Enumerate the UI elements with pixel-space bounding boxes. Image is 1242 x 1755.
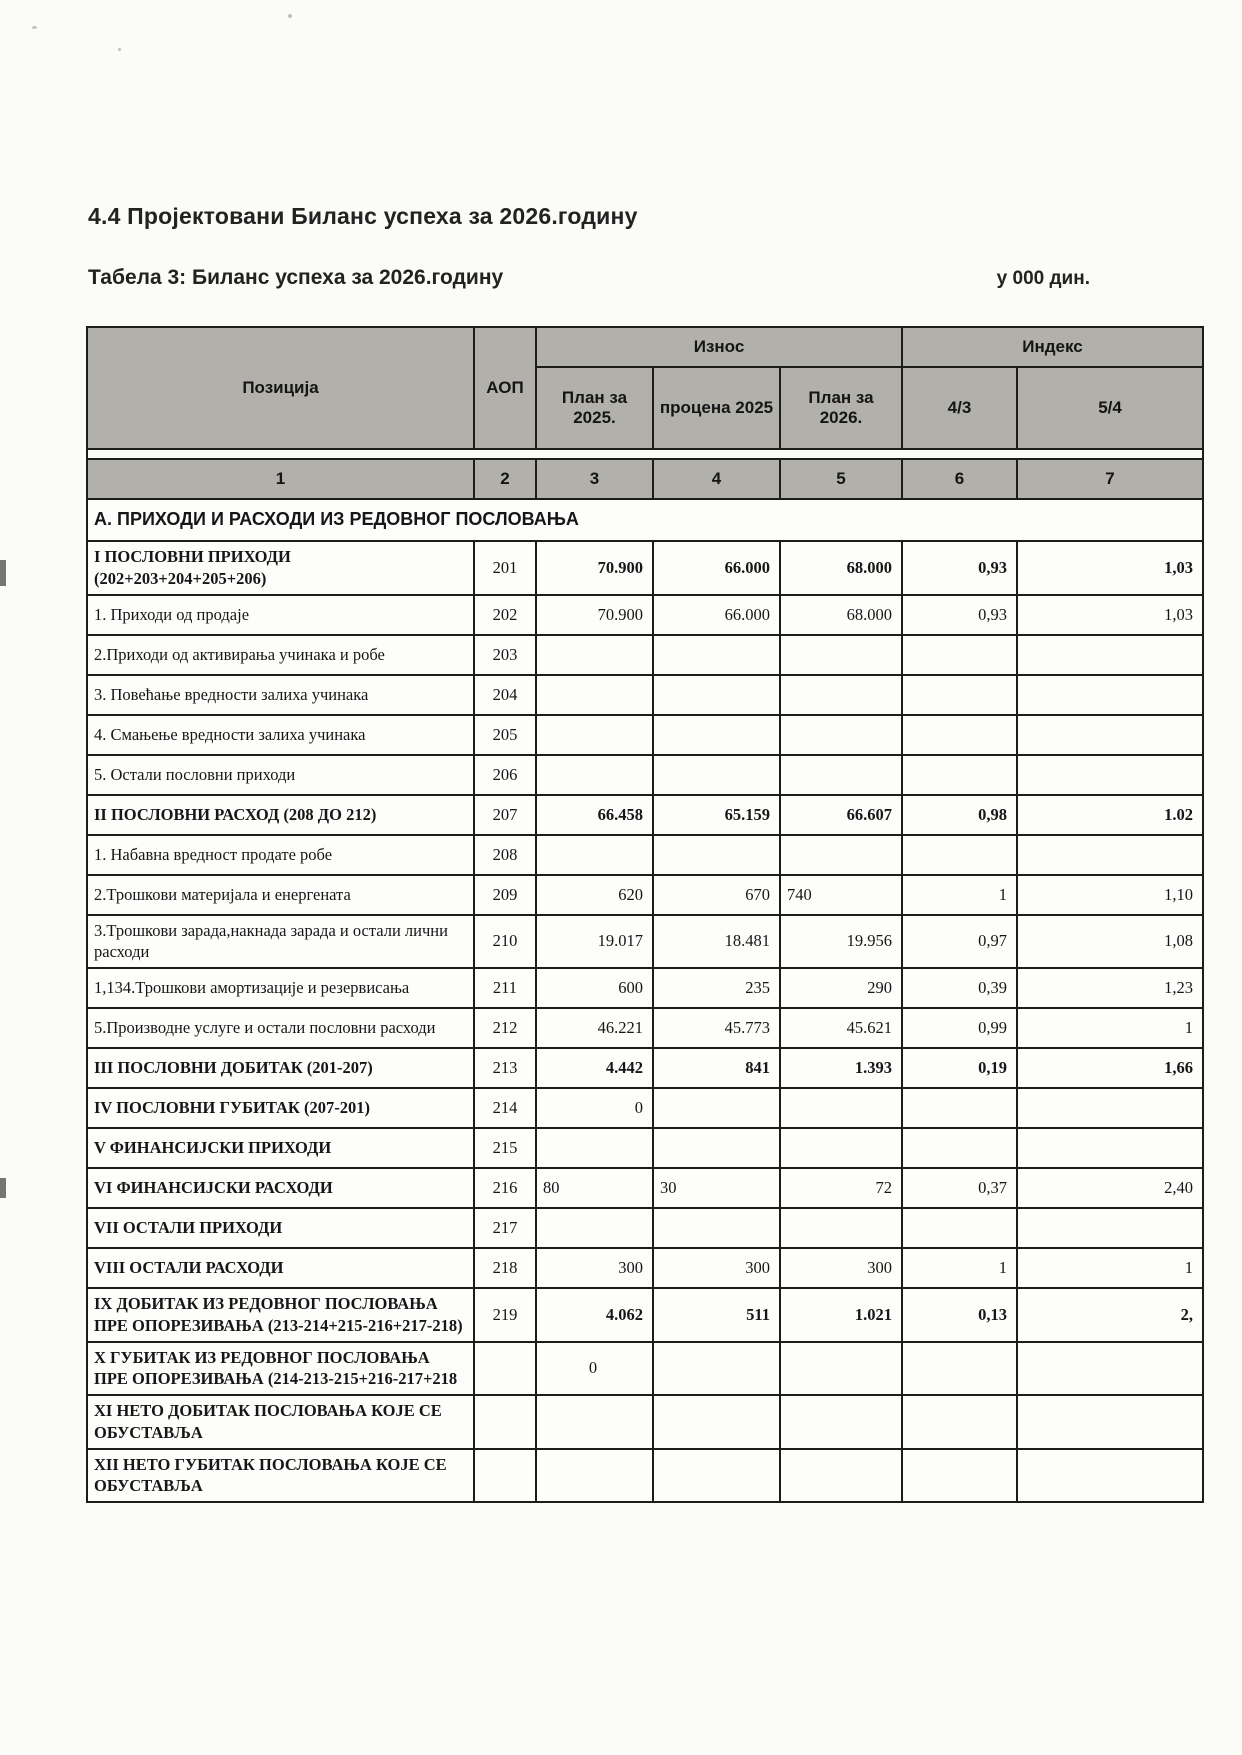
cell-position: 5. Остали пословни приходи — [87, 755, 474, 795]
cell-plan-2026 — [780, 1449, 902, 1503]
table-row — [87, 795, 1203, 835]
cell-index-5-4: 1,03 — [1017, 541, 1203, 595]
cell-aop: 206 — [474, 755, 536, 795]
header-position: Позиција — [87, 327, 474, 449]
section-title: А. ПРИХОДИ И РАСХОДИ ИЗ РЕДОВНОГ ПОСЛОВАЊА — [87, 499, 1203, 541]
cell-aop: 215 — [474, 1128, 536, 1168]
cell-index-5-4 — [1017, 675, 1203, 715]
table-row — [87, 1128, 1203, 1168]
cell-plan-2025 — [536, 1449, 653, 1503]
scan-artifact — [288, 14, 292, 18]
cell-aop: 218 — [474, 1248, 536, 1288]
cell-estimate-2025 — [653, 1208, 780, 1248]
table-row — [87, 715, 1203, 755]
cell-plan-2025: 4.062 — [536, 1288, 653, 1342]
table-row — [87, 595, 1203, 635]
table-row — [87, 968, 1203, 1008]
header-col-number-5: 5 — [780, 459, 902, 499]
cell-position: 2.Трошкови материјала и енергената — [87, 875, 474, 915]
cell-index-4-3 — [902, 1449, 1017, 1503]
table-row — [87, 915, 1203, 969]
header-col-number-6: 6 — [902, 459, 1017, 499]
cell-plan-2026: 1.393 — [780, 1048, 902, 1088]
cell-plan-2025 — [536, 1208, 653, 1248]
header-index-group: Индекс — [902, 327, 1203, 367]
cell-index-5-4: 1,10 — [1017, 875, 1203, 915]
cell-estimate-2025: 670 — [653, 875, 780, 915]
cell-plan-2026 — [780, 1128, 902, 1168]
cell-index-5-4 — [1017, 1208, 1203, 1248]
cell-position: X ГУБИТАК ИЗ РЕДОВНОГ ПОСЛОВАЊА ПРЕ ОПОРЕЗИВАЊА (214-213-215+216-217+218 — [87, 1342, 474, 1396]
cell-index-4-3: 0,97 — [902, 915, 1017, 969]
table-row — [87, 1449, 1203, 1503]
header-gap — [87, 449, 1203, 459]
cell-position: VIII ОСТАЛИ РАСХОДИ — [87, 1248, 474, 1288]
table-row — [87, 835, 1203, 875]
table-row — [87, 755, 1203, 795]
table-row — [87, 1395, 1203, 1449]
cell-plan-2025: 300 — [536, 1248, 653, 1288]
cell-index-5-4: 1,03 — [1017, 595, 1203, 635]
cell-plan-2026: 290 — [780, 968, 902, 1008]
cell-plan-2025 — [536, 675, 653, 715]
cell-position: II ПОСЛОВНИ РАСХОД (208 ДО 212) — [87, 795, 474, 835]
cell-index-4-3: 0,93 — [902, 595, 1017, 635]
cell-plan-2026: 1.021 — [780, 1288, 902, 1342]
header-col-number-4: 4 — [653, 459, 780, 499]
cell-aop: 216 — [474, 1168, 536, 1208]
cell-index-5-4: 1,23 — [1017, 968, 1203, 1008]
page-heading: 4.4 Пројектовани Биланс успеха за 2026.годину — [88, 203, 638, 229]
cell-aop: 204 — [474, 675, 536, 715]
cell-plan-2026 — [780, 1088, 902, 1128]
cell-index-4-3 — [902, 835, 1017, 875]
table-row — [87, 675, 1203, 715]
cell-index-5-4: 1,08 — [1017, 915, 1203, 969]
cell-plan-2025: 4.442 — [536, 1048, 653, 1088]
cell-estimate-2025 — [653, 1088, 780, 1128]
cell-plan-2025: 66.458 — [536, 795, 653, 835]
section-row — [87, 499, 1203, 541]
cell-aop: 217 — [474, 1208, 536, 1248]
cell-plan-2026: 72 — [780, 1168, 902, 1208]
table-row — [87, 541, 1203, 595]
cell-plan-2025: 70.900 — [536, 595, 653, 635]
header-col-number-1: 1 — [87, 459, 474, 499]
cell-plan-2025: 0 — [536, 1342, 653, 1396]
cell-plan-2026: 19.956 — [780, 915, 902, 969]
cell-index-4-3: 1 — [902, 1248, 1017, 1288]
cell-position: 1. Набавна вредност продате робе — [87, 835, 474, 875]
cell-index-5-4 — [1017, 1088, 1203, 1128]
cell-index-5-4 — [1017, 715, 1203, 755]
table-row — [87, 1288, 1203, 1342]
table-row — [87, 1048, 1203, 1088]
cell-index-4-3 — [902, 635, 1017, 675]
cell-index-5-4: 2, — [1017, 1288, 1203, 1342]
cell-aop: 214 — [474, 1088, 536, 1128]
cell-index-4-3: 0,13 — [902, 1288, 1017, 1342]
cell-index-5-4 — [1017, 755, 1203, 795]
table-row — [87, 875, 1203, 915]
cell-plan-2026: 66.607 — [780, 795, 902, 835]
header-aop: АОП — [474, 327, 536, 449]
cell-index-5-4: 1,66 — [1017, 1048, 1203, 1088]
cell-plan-2025 — [536, 755, 653, 795]
header-plan-2025: План за 2025. — [536, 367, 653, 449]
cell-position: 1. Приходи од продаје — [87, 595, 474, 635]
cell-plan-2025: 0 — [536, 1088, 653, 1128]
cell-index-4-3 — [902, 1208, 1017, 1248]
table-row — [87, 635, 1203, 675]
cell-plan-2025: 70.900 — [536, 541, 653, 595]
cell-plan-2025 — [536, 835, 653, 875]
cell-plan-2026 — [780, 835, 902, 875]
cell-index-5-4 — [1017, 1449, 1203, 1503]
cell-aop: 213 — [474, 1048, 536, 1088]
cell-index-5-4: 2,40 — [1017, 1168, 1203, 1208]
cell-plan-2025: 600 — [536, 968, 653, 1008]
table-row — [87, 1088, 1203, 1128]
cell-position: V ФИНАНСИЈСКИ ПРИХОДИ — [87, 1128, 474, 1168]
cell-plan-2026: 68.000 — [780, 595, 902, 635]
income-statement-table — [86, 326, 1204, 1503]
cell-estimate-2025: 65.159 — [653, 795, 780, 835]
header-index-5-4: 5/4 — [1017, 367, 1203, 449]
cell-estimate-2025 — [653, 1395, 780, 1449]
cell-estimate-2025 — [653, 715, 780, 755]
cell-plan-2025: 620 — [536, 875, 653, 915]
scan-artifact — [118, 48, 121, 51]
cell-aop: 210 — [474, 915, 536, 969]
header-index-4-3: 4/3 — [902, 367, 1017, 449]
cell-index-5-4: 1.02 — [1017, 795, 1203, 835]
cell-index-4-3 — [902, 1088, 1017, 1128]
cell-index-4-3: 0,37 — [902, 1168, 1017, 1208]
cell-plan-2026: 68.000 — [780, 541, 902, 595]
cell-position: IX ДОБИТАК ИЗ РЕДОВНОГ ПОСЛОВАЊА ПРЕ ОПОРЕЗИВАЊА (213-214+215-216+217-218) — [87, 1288, 474, 1342]
cell-position: 1,134.Трошкови амортизације и резервисања — [87, 968, 474, 1008]
cell-position: VII ОСТАЛИ ПРИХОДИ — [87, 1208, 474, 1248]
cell-estimate-2025: 235 — [653, 968, 780, 1008]
cell-plan-2025 — [536, 635, 653, 675]
cell-position: 5.Производне услуге и остали пословни расходи — [87, 1008, 474, 1048]
cell-index-5-4 — [1017, 1395, 1203, 1449]
cell-index-4-3 — [902, 755, 1017, 795]
cell-estimate-2025 — [653, 675, 780, 715]
cell-position: VI ФИНАНСИЈСКИ РАСХОДИ — [87, 1168, 474, 1208]
cell-position: 3. Повећање вредности залиха учинака — [87, 675, 474, 715]
header-col-number-3: 3 — [536, 459, 653, 499]
cell-estimate-2025: 30 — [653, 1168, 780, 1208]
cell-index-5-4 — [1017, 1342, 1203, 1396]
cell-aop — [474, 1449, 536, 1503]
cell-position: XII НЕТО ГУБИТАК ПОСЛОВАЊА КОЈЕ СЕ ОБУСТАВЉА — [87, 1449, 474, 1503]
cell-position: I ПОСЛОВНИ ПРИХОДИ (202+203+204+205+206) — [87, 541, 474, 595]
cell-plan-2025: 46.221 — [536, 1008, 653, 1048]
cell-index-4-3: 1 — [902, 875, 1017, 915]
cell-estimate-2025: 66.000 — [653, 541, 780, 595]
cell-index-5-4: 1 — [1017, 1008, 1203, 1048]
table-row — [87, 1008, 1203, 1048]
cell-estimate-2025 — [653, 1128, 780, 1168]
cell-position: 4. Смањење вредности залиха учинака — [87, 715, 474, 755]
cell-plan-2026 — [780, 1208, 902, 1248]
cell-index-5-4 — [1017, 635, 1203, 675]
table-row — [87, 1342, 1203, 1396]
cell-aop: 203 — [474, 635, 536, 675]
cell-aop: 219 — [474, 1288, 536, 1342]
header-col-number-7: 7 — [1017, 459, 1203, 499]
cell-index-4-3: 0,99 — [902, 1008, 1017, 1048]
cell-estimate-2025 — [653, 1342, 780, 1396]
cell-aop — [474, 1342, 536, 1396]
cell-plan-2025: 19.017 — [536, 915, 653, 969]
cell-estimate-2025 — [653, 835, 780, 875]
cell-index-4-3 — [902, 1342, 1017, 1396]
cell-estimate-2025: 45.773 — [653, 1008, 780, 1048]
cell-aop: 207 — [474, 795, 536, 835]
unit-note: у 000 дин. — [996, 268, 1090, 289]
cell-plan-2026: 300 — [780, 1248, 902, 1288]
cell-estimate-2025 — [653, 1449, 780, 1503]
cell-estimate-2025: 66.000 — [653, 595, 780, 635]
cell-position: XI НЕТО ДОБИТАК ПОСЛОВАЊА КОЈЕ СЕ ОБУСТАВЉА — [87, 1395, 474, 1449]
cell-position: III ПОСЛОВНИ ДОБИТАК (201-207) — [87, 1048, 474, 1088]
cell-aop: 212 — [474, 1008, 536, 1048]
cell-estimate-2025 — [653, 755, 780, 795]
cell-plan-2025: 80 — [536, 1168, 653, 1208]
table-caption-row — [88, 266, 1090, 290]
table-body — [87, 499, 1203, 1502]
header-plan-2026: План за 2026. — [780, 367, 902, 449]
table-caption: Табела 3: Биланс успеха за 2026.годину — [88, 266, 504, 289]
cell-plan-2026 — [780, 715, 902, 755]
cell-estimate-2025: 841 — [653, 1048, 780, 1088]
cell-plan-2025 — [536, 1128, 653, 1168]
cell-index-4-3 — [902, 675, 1017, 715]
cell-estimate-2025: 300 — [653, 1248, 780, 1288]
cell-index-4-3 — [902, 1128, 1017, 1168]
cell-position: 2.Приходи од активирања учинака и робе — [87, 635, 474, 675]
header-amount-group: Износ — [536, 327, 902, 367]
cell-position: 3.Трошкови зарада,накнада зарада и остали лични расходи — [87, 915, 474, 969]
scan-artifact — [32, 26, 37, 29]
cell-aop — [474, 1395, 536, 1449]
cell-index-4-3 — [902, 1395, 1017, 1449]
scan-artifact — [0, 1178, 6, 1198]
cell-aop: 205 — [474, 715, 536, 755]
cell-plan-2026 — [780, 1342, 902, 1396]
cell-index-4-3: 0,98 — [902, 795, 1017, 835]
cell-estimate-2025: 18.481 — [653, 915, 780, 969]
cell-plan-2025 — [536, 1395, 653, 1449]
cell-index-4-3: 0,39 — [902, 968, 1017, 1008]
cell-estimate-2025: 511 — [653, 1288, 780, 1342]
cell-position: IV ПОСЛОВНИ ГУБИТАК (207-201) — [87, 1088, 474, 1128]
cell-index-5-4 — [1017, 1128, 1203, 1168]
cell-aop: 202 — [474, 595, 536, 635]
cell-index-5-4: 1 — [1017, 1248, 1203, 1288]
table-row — [87, 1208, 1203, 1248]
cell-aop: 208 — [474, 835, 536, 875]
cell-estimate-2025 — [653, 635, 780, 675]
cell-aop: 201 — [474, 541, 536, 595]
cell-plan-2026: 740 — [780, 875, 902, 915]
table-header — [87, 327, 1203, 499]
cell-plan-2026 — [780, 755, 902, 795]
cell-plan-2026 — [780, 1395, 902, 1449]
header-col-number-2: 2 — [474, 459, 536, 499]
scan-artifact — [0, 560, 6, 586]
header-estimate-2025: процена 2025 — [653, 367, 780, 449]
cell-plan-2025 — [536, 715, 653, 755]
cell-index-5-4 — [1017, 835, 1203, 875]
cell-aop: 211 — [474, 968, 536, 1008]
cell-plan-2026 — [780, 675, 902, 715]
cell-plan-2026: 45.621 — [780, 1008, 902, 1048]
table-row — [87, 1168, 1203, 1208]
cell-index-4-3: 0,19 — [902, 1048, 1017, 1088]
cell-aop: 209 — [474, 875, 536, 915]
cell-index-4-3: 0,93 — [902, 541, 1017, 595]
cell-index-4-3 — [902, 715, 1017, 755]
table-row — [87, 1248, 1203, 1288]
cell-plan-2026 — [780, 635, 902, 675]
